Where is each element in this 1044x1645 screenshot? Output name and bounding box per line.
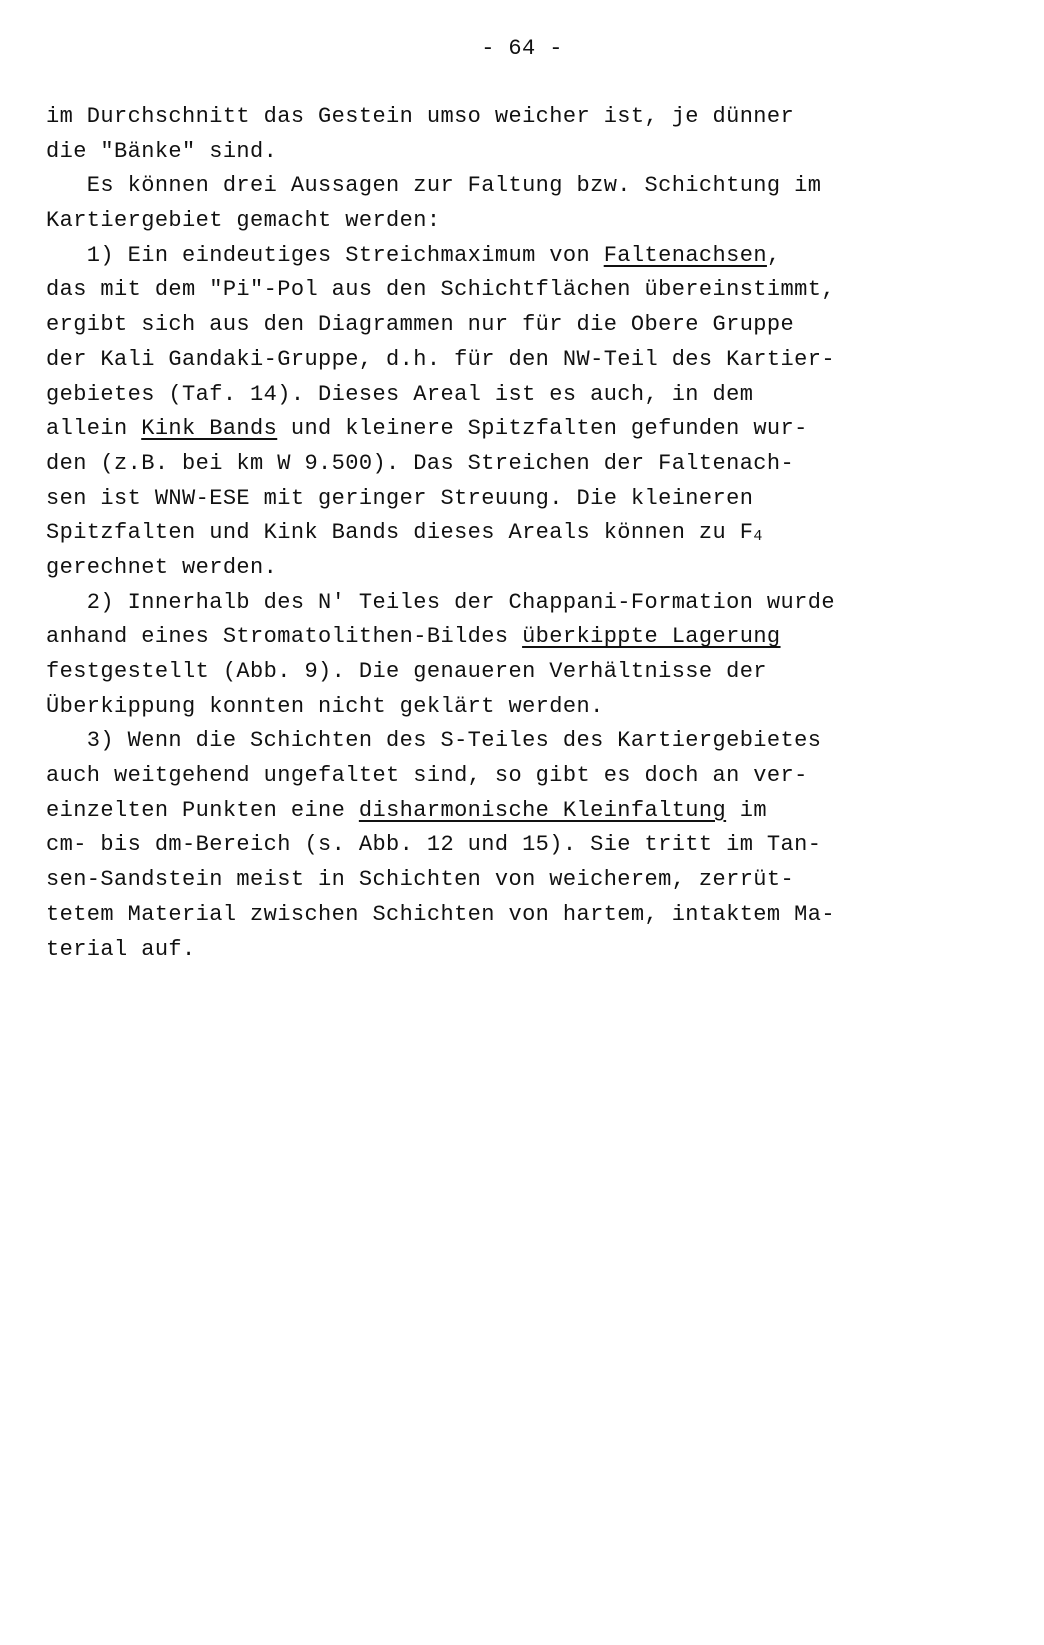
text-line: Kartiergebiet gemacht werden: [46,208,441,234]
text-segment: Spitzfalten und Kink Bands dieses Areals können zu F [46,520,754,546]
text-segment: anhand eines Stromatolithen-Bildes [46,624,523,650]
text-line: Es können drei Aussagen zur Faltung bzw. Schichtung im [46,173,822,199]
text-line: sen ist WNW-ESE mit geringer Streuung. Die kleineren [46,485,754,511]
underlined-term-disharmonische-kleinfaltung: disharmonische Kleinfaltung [358,797,727,823]
text-line: 2) Innerhalb des N' Teiles der Chappani-Formation wurde [46,589,835,615]
text-line: festgestellt (Abb. 9). Die genaueren Verhältnisse der [46,659,767,684]
text-line [46,239,1006,274]
text-line: tetem Material zwischen Schichten von hartem, intaktem Ma- [46,901,835,927]
underlined-term-kink-bands: Kink Bands [141,416,278,442]
text-segment: und kleinere Spitzfalten gefunden wur- [277,416,808,442]
text-segment: 1) Ein eindeutiges Streichmaximum von [46,242,604,268]
text-line: gebietes (Taf. 14). Dieses Areal ist es auch, in dem [46,381,754,407]
text-line: der Kali Gandaki-Gruppe, d.h. für den NW-Teil des Kartier- [46,346,835,372]
text-line [46,620,1006,655]
text-line: ergibt sich aus den Diagrammen nur für die Obere Gruppe [46,312,795,338]
text-line [46,794,1006,829]
text-line [46,516,1006,551]
text-segment: einzelten Punkten eine [46,797,359,823]
text-segment: allein [46,416,142,442]
text-segment: , [766,242,781,268]
text-line: terial auf. [46,936,196,962]
underlined-term-faltenachsen: Faltenachsen [603,242,767,268]
text-line: das mit dem "Pi"-Pol aus den Schichtflächen übereinstimmt, [46,277,835,303]
text-segment: im [726,797,767,823]
text-line: gerechnet werden. [46,554,278,580]
body-text [46,100,1006,967]
text-line: die "Bänke" sind. [46,138,278,164]
text-line: cm- bis dm-Bereich (s. Abb. 12 und 15). Sie tritt im Tan- [46,832,822,858]
text-line: auch weitgehend ungefaltet sind, so gibt es doch an ver- [46,763,808,789]
text-line [46,412,1006,447]
text-line: den (z.B. bei km W 9.500). Das Streichen der Faltenach- [46,450,795,476]
text-line: 3) Wenn die Schichten des S-Teiles des Kartiergebietes [46,728,822,754]
page-number: - 64 - [481,36,563,61]
text-line: sen-Sandstein meist in Schichten von weicherem, zerrüt- [46,867,795,893]
text-line: Überkippung konnten nicht geklärt werden. [46,693,604,719]
text-line: im Durchschnitt das Gestein umso weicher ist, je dünner [46,104,795,129]
subscript: 4 [753,528,763,546]
underlined-term-ueberkippte-lagerung: überkippte Lagerung [522,624,781,650]
